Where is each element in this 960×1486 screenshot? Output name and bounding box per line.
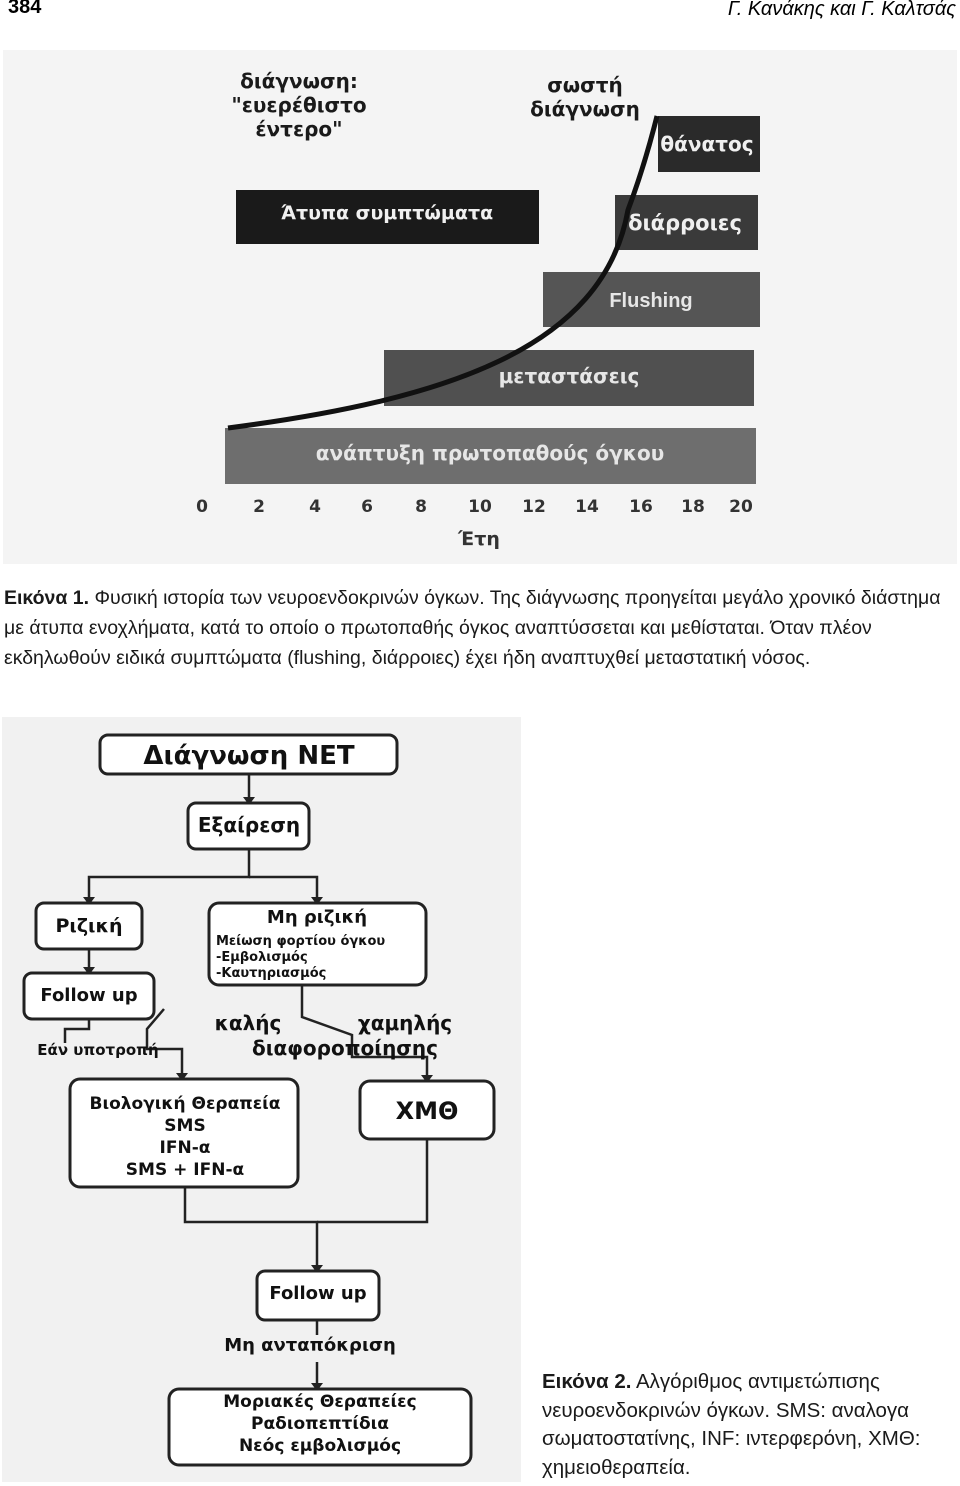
figure-1-caption — [4, 583, 960, 673]
tick-0: 0 — [196, 497, 208, 517]
text-net-diagnosis: Διάγνωση ΝΕΤ — [143, 741, 355, 771]
tick-16: 16 — [629, 497, 653, 517]
text-poor: χαμηλής — [357, 1011, 453, 1035]
text-radical: Ριζική — [55, 915, 123, 937]
tick-18: 18 — [681, 497, 705, 517]
treatment-algorithm-flowchart — [2, 717, 521, 1482]
figure-2-caption — [542, 1368, 960, 1482]
tick-6: 6 — [361, 497, 373, 517]
axis-label-years: Έτη — [458, 528, 500, 550]
tick-20: 20 — [729, 497, 753, 517]
tick-12: 12 — [522, 497, 546, 517]
label-atypical-symptoms: Άτυπα συμπτώματα — [280, 202, 494, 224]
text-nonradical-l3: -Καυτηριασμός — [216, 966, 327, 981]
figure-1 — [3, 50, 957, 564]
label-flushing: Flushing — [609, 290, 693, 312]
label-metastases: μεταστάσεις — [498, 364, 640, 388]
running-header-authors: Γ. Κανάκης και Γ. Καλτσάς — [727, 0, 956, 20]
tick-14: 14 — [575, 497, 599, 517]
text-bio-l3: SMS + IFN-α — [125, 1160, 245, 1180]
tick-8: 8 — [415, 497, 427, 517]
text-bio-l1: SMS — [164, 1116, 206, 1136]
text-if-relapse: Εάν υποτροπή — [37, 1041, 159, 1059]
natural-history-diagram — [3, 50, 957, 564]
text-nonradical-title: Μη ριζική — [266, 907, 368, 928]
text-mol-l2: Ραδιοπεπτίδια — [251, 1414, 389, 1434]
text-mol-l1: Μοριακές Θεραπείες — [223, 1392, 417, 1412]
figure-2 — [2, 717, 521, 1482]
text-chemo: ΧΜΘ — [395, 1097, 459, 1125]
tick-2: 2 — [253, 497, 265, 517]
label-diarrhea: διάρροιες — [628, 211, 742, 235]
label-wrong-diagnosis-2: "ευερέθιστο — [231, 93, 367, 117]
text-bio-title: Βιολογική Θεραπεία — [89, 1094, 281, 1114]
label-primary-tumor: ανάπτυξη πρωτοπαθούς όγκου — [315, 441, 665, 465]
text-bio-l2: IFN-α — [159, 1138, 211, 1158]
tick-10: 10 — [468, 497, 492, 517]
text-excision: Εξαίρεση — [197, 813, 301, 837]
figure-1-caption-prefix: Εικόνα 1. — [4, 587, 90, 609]
label-correct-diagnosis-2: διάγνωση — [530, 97, 640, 121]
text-followup-2: Follow up — [269, 1283, 367, 1304]
text-good: καλής — [214, 1011, 282, 1035]
text-nonradical-l2: -Εμβολισμός — [216, 950, 308, 965]
text-differentiation: διαφοροποίησης — [252, 1036, 438, 1060]
text-followup-1: Follow up — [40, 985, 138, 1006]
label-death: θάνατος — [660, 132, 754, 156]
label-wrong-diagnosis-1: διάγνωση: — [240, 69, 358, 93]
tick-4: 4 — [309, 497, 321, 517]
figure-2-caption-text: Αλγόριθμος αντιμετώπισης νευροενδοκρινών όγκων. SMS: αναλογα σωματοστατίνης, INF: ιντερφερόνη, ΧΜΘ: χημειοθεραπεία. — [542, 1370, 921, 1479]
page-number: 384 — [8, 0, 42, 18]
label-wrong-diagnosis-3: έντερο" — [255, 117, 343, 141]
text-no-response: Μη ανταπόκριση — [224, 1335, 396, 1356]
label-correct-diagnosis-1: σωστή — [547, 73, 623, 97]
figure-1-caption-text: Φυσική ιστορία των νευροενδοκρινών όγκων. Της διάγνωσης προηγείται μεγάλο χρονικό διάστημα με άτυπα ενοχλήματα, κατά το οποίο ο πρωτοπαθής όγκος αναπτύσσεται και μεθίσταται. Όταν πλέον εκδηλωθούν ειδικά συμπτώματα (flushing, διάρροιες) έχει ήδη αναπτυχθεί μεταστατική νόσος. — [4, 587, 941, 669]
text-mol-l3: Νεός εμβολισμός — [238, 1436, 402, 1456]
figure-2-caption-prefix: Εικόνα 2. — [542, 1370, 632, 1393]
text-nonradical-l1: Μείωση φορτίου όγκου — [216, 934, 386, 949]
